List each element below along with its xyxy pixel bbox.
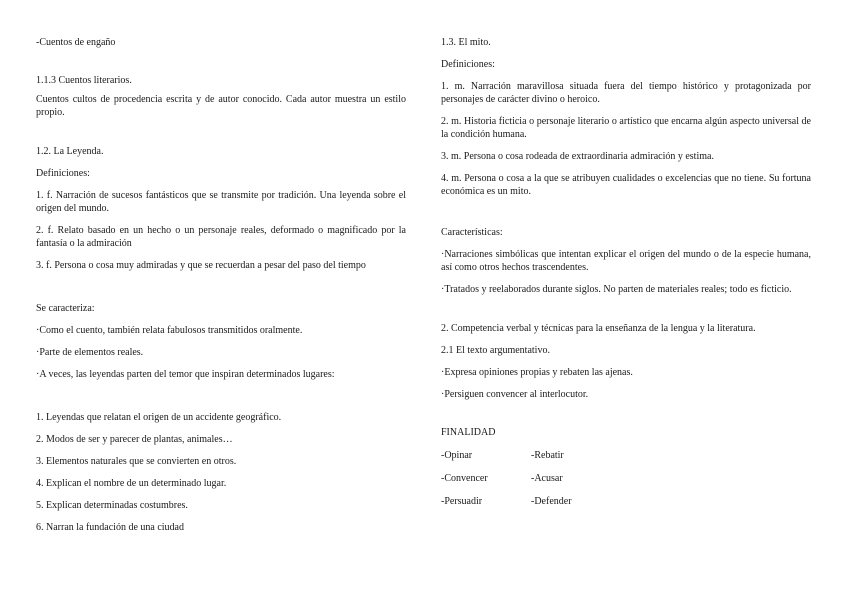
- caracteriza-item-1: ·Como el cuento, también relata fabulosos transmitidos oralmente.: [36, 325, 303, 336]
- caracteristicas-item-2: ·Tratados y reelaborados durante siglos. No parten de materiales reales; todo es ficticio.: [441, 284, 792, 295]
- mito-definiciones-label: Definiciones:: [441, 59, 495, 70]
- mito-def-3: 3. m. Persona o cosa rodeada de extraordinaria admiración y estima.: [441, 151, 714, 162]
- tipo-6: 6. Narran la fundación de una ciudad: [36, 522, 184, 533]
- caracteristicas-label: Características:: [441, 227, 503, 238]
- mito-def-1: 1. m. Narración maravillosa situada fuera del tiempo histórico y protagonizada por personajes de carácter divino o heroico.: [441, 81, 811, 105]
- literarios-heading: 1.1.3 Cuentos literarios.: [36, 75, 132, 86]
- literarios-text: Cuentos cultos de procedencia escrita y de autor conocido. Cada autor muestra un estilo propio.: [36, 94, 406, 118]
- caracteriza-item-3: ·A veces, las leyendas parten del temor que inspiran determinados lugares:: [36, 369, 335, 380]
- finalidad-item: -Convencer: [441, 473, 488, 484]
- caracteriza-item-2: ·Parte de elementos reales.: [36, 347, 144, 358]
- leyenda-def-1: 1. f. Narración de sucesos fantásticos que se transmite por tradición. Una leyenda sobre el origen del mundo.: [36, 190, 406, 214]
- cuentos-engano: -Cuentos de engaño: [36, 37, 116, 48]
- tipo-5: 5. Explican determinadas costumbres.: [36, 500, 188, 511]
- finalidad-row: [441, 449, 811, 462]
- finalidad-item: -Acusar: [531, 473, 563, 484]
- argumentativo-item-1: ·Expresa opiniones propias y rebaten las ajenas.: [441, 367, 633, 378]
- left-column: [36, 36, 406, 534]
- argumentativo-item-2: ·Persiguen convencer al interlocutor.: [441, 389, 589, 400]
- caracteriza-label: Se caracteriza:: [36, 303, 95, 314]
- tipo-2: 2. Modos de ser y parecer de plantas, animales…: [36, 434, 233, 445]
- tipo-4: 4. Explican el nombre de un determinado lugar.: [36, 478, 227, 489]
- competencia-heading: 2. Competencia verbal y técnicas para la enseñanza de la lengua y la literatura.: [441, 323, 756, 334]
- leyenda-heading: 1.2. La Leyenda.: [36, 146, 104, 157]
- finalidad-item: -Defender: [531, 496, 572, 507]
- finalidad-row: [441, 495, 811, 508]
- right-column: [441, 36, 811, 508]
- tipo-1: 1. Leyendas que relatan el origen de un accidente geográfico.: [36, 412, 282, 423]
- leyenda-definiciones-label: Definiciones:: [36, 168, 90, 179]
- argumentativo-heading: 2.1 El texto argumentativo.: [441, 345, 550, 356]
- finalidad-item: -Rebatir: [531, 450, 564, 461]
- tipo-3: 3. Elementos naturales que se convierten en otros.: [36, 456, 237, 467]
- finalidad-item: -Opinar: [441, 450, 473, 461]
- leyenda-def-3: 3. f. Persona o cosa muy admiradas y que se recuerdan a pesar del paso del tiempo: [36, 260, 366, 271]
- finalidad-row: [441, 472, 811, 485]
- finalidad-label: FINALIDAD: [441, 427, 496, 438]
- finalidad-item: -Persuadir: [441, 496, 483, 507]
- caracteristicas-item-1: ·Narraciones simbólicas que intentan explicar el origen del mundo o de la especie humana, así como otros hechos trascendentes.: [441, 249, 811, 273]
- mito-def-2: 2. m. Historia ficticia o personaje literario o artístico que encarna algún aspecto universal de la condición humana.: [441, 116, 811, 140]
- mito-heading: 1.3. El mito.: [441, 37, 491, 48]
- mito-def-4: 4. m. Persona o cosa a la que se atribuyen cualidades o excelencias que no tiene. Su fortuna económica es un mito.: [441, 173, 811, 197]
- leyenda-def-2: 2. f. Relato basado en un hecho o un personaje reales, deformado o magnificado por la fantasía o la admiración: [36, 225, 406, 249]
